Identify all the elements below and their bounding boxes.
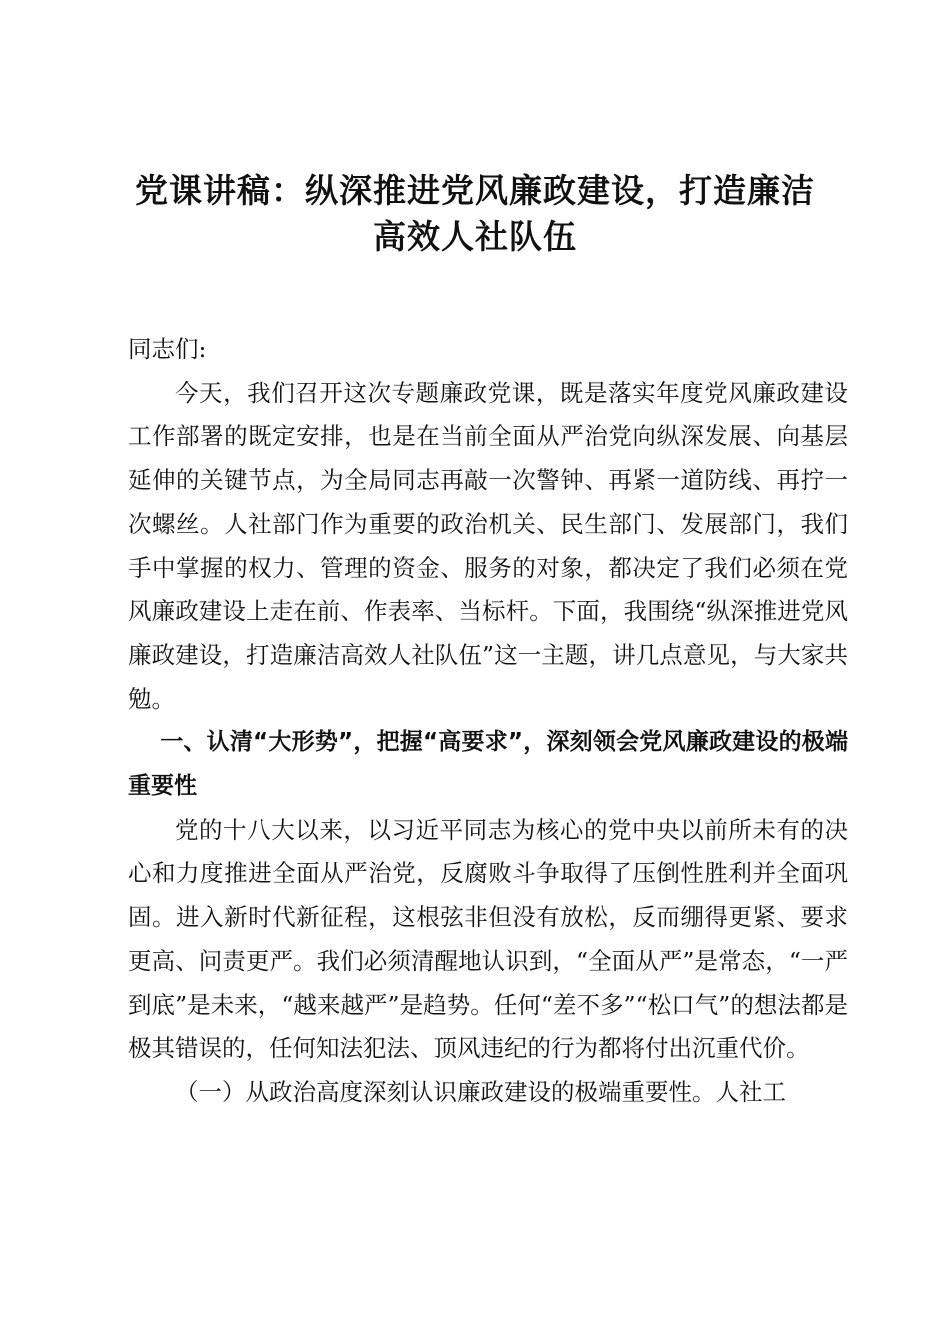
title-line-2: 高效人社队伍: [373, 217, 577, 256]
document-title: [110, 168, 840, 260]
paragraph-section-1: 党的十八大以来，以习近平同志为核心的党中央以前所未有的决心和力度推进全面从严治党，反腐败斗争取得了压倒性胜利并全面巩固。进入新时代新征程，这根弦非但没有放松，反而绷得更紧、要求更高、问责更严。我们必须清醒地认识到，“全面从严”是常态，“一严到底”是未来，“越来越严”是趋势。任何“差不多”“松口气”的想法都是极其错误的，任何知法犯法、顶风违纪的行为都将付出沉重代价。: [128, 815, 848, 1063]
document-body: [128, 328, 848, 1115]
section-heading-1: 一、认清“大形势”，把握“高要求”，深刻领会党风廉政建设的极端重要性: [128, 729, 848, 800]
paragraph-intro: 今天，我们召开这次专题廉政党课，既是落实年度党风廉政建设工作部署的既定安排，也是在当前全面从严治党向纵深发展、向基层延伸的关键节点，为全局同志再敲一次警钟、再紧一道防线、再拧一次螺丝。人社部门作为重要的政治机关、民生部门、发展部门，我们手中掌握的权力、管理的资金、服务的对象，都决定了我们必须在党风廉政建设上走在前、作表率、当标杆。下面，我围绕“纵深推进党风廉政建设，打造廉洁高效人社队伍”这一主题，讲几点意见，与大家共勉。: [128, 378, 848, 713]
salutation: 同志们:: [128, 335, 207, 363]
paragraph-subsection-1: （一）从政治高度深刻认识廉政建设的极端重要性。人社工: [175, 1077, 786, 1106]
title-line-1: 党课讲稿：纵深推进党风廉政建设，打造廉洁: [135, 171, 815, 210]
